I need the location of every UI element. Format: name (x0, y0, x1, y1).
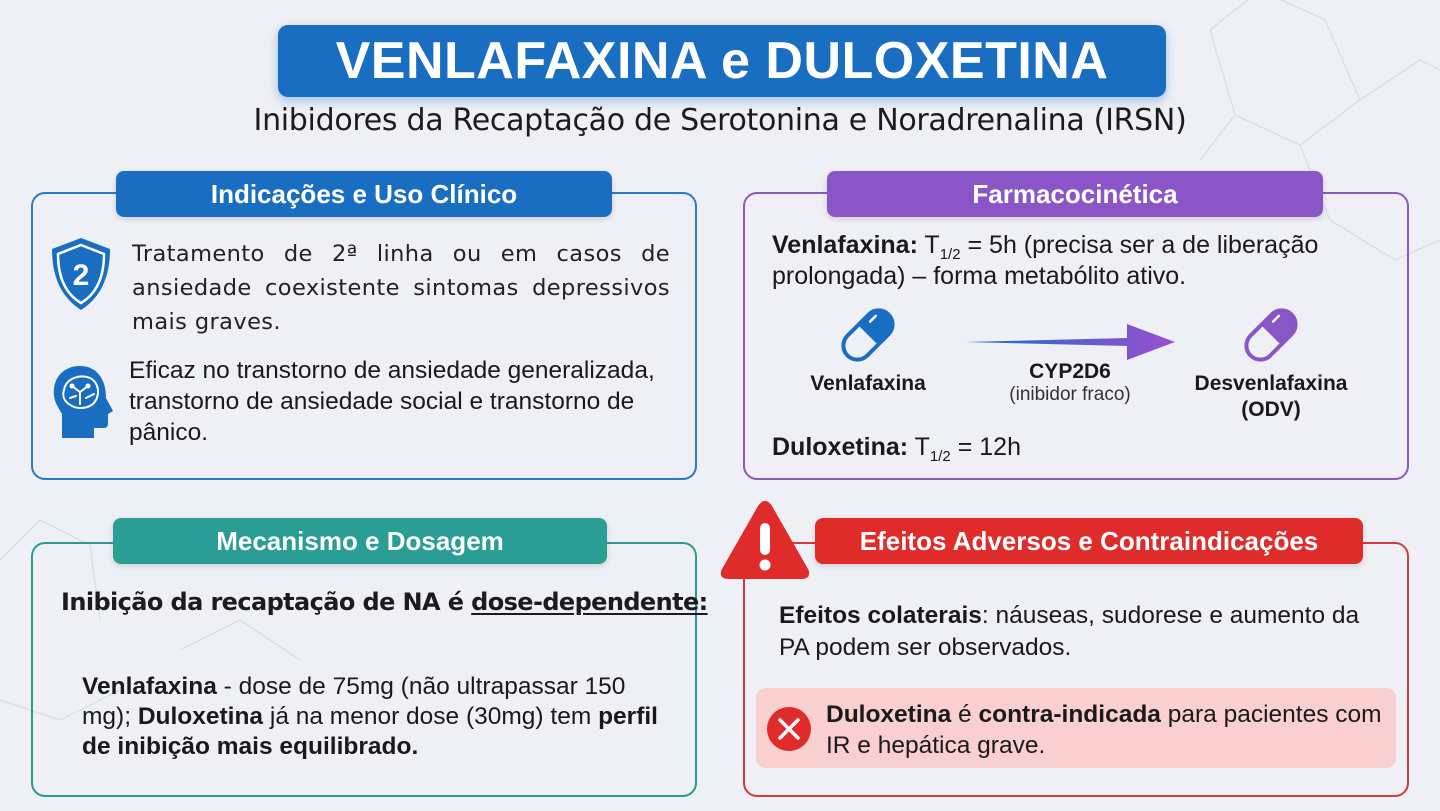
capsule-blue-icon (835, 303, 901, 372)
venlafaxina-note: prolongada) – forma metabólito ativo. (772, 262, 1187, 290)
capsule-purple-icon (1238, 303, 1304, 372)
panel-indicacoes-header (116, 171, 612, 217)
indication-item-1: Tratamento de 2ª linha ou em casos de ansiedade coexistente sintomas depressivos mais graves. (132, 241, 670, 335)
panel-indicacoes-title: Indicações e Uso Clínico (210, 178, 518, 209)
venlafaxina-bold: Venlafaxina (82, 673, 217, 700)
t-subscript: 1/2 (929, 448, 951, 465)
flow-to-abbr: (ODV) (1241, 398, 1301, 421)
contra-text-2: para pacientes com IR e hepática grave. (826, 701, 1382, 759)
duloxetina-halflife (772, 432, 1021, 472)
venlafaxina-label: Venlafaxina: (772, 231, 918, 259)
page-title: VENLAFAXINA e DULOXETINA (335, 32, 1109, 90)
mecanismo-heading-text: Inibição da recaptação de NA é (61, 588, 472, 616)
duloxetina-bold: Duloxetina (826, 701, 952, 728)
contra-text-1: é (951, 701, 979, 728)
duloxetina-halflife-text: = 12h (950, 433, 1021, 461)
t-subscript: 1/2 (939, 246, 961, 263)
indication-item-2: Eficaz no transtorno de ansiedade generalizada, transtorno de ansiedade social e transtorno de pânico. (129, 357, 655, 446)
flow-enzyme-note: (inibidor fraco) (1009, 384, 1131, 405)
panel-mecanismo-header (113, 518, 607, 564)
head-brain-icon (50, 364, 114, 445)
side-effects-text (779, 600, 1389, 664)
mecanismo-body (82, 672, 662, 762)
panel-efeitos-header (815, 518, 1363, 564)
svg-text:2: 2 (72, 259, 90, 292)
t-symbol: T (914, 433, 930, 461)
duloxetina-bold: Duloxetina (137, 703, 264, 730)
t-symbol: T (924, 231, 940, 259)
page-subtitle: Inibidores da Recaptação de Serotonina e Noradrenalina (IRSN) (253, 103, 1187, 138)
panel-mecanismo-title: Mecanismo e Dosagem (216, 525, 504, 556)
dose-dependente-underlined: dose-dependente: (471, 588, 708, 616)
x-circle-icon (766, 706, 812, 757)
title-banner (278, 25, 1166, 97)
mecanismo-text-2: já na menor dose (30mg) tem (263, 703, 599, 730)
perfil-bold: perfil de inibição mais equilibrado. (82, 703, 658, 760)
panel-efeitos-title: Efeitos Adversos e Contraindicações (859, 525, 1319, 556)
contra-indicada-bold: contra-indicada (978, 701, 1161, 728)
duloxetina-label: Duloxetina: (772, 433, 909, 461)
shield-number-2-icon (48, 236, 114, 317)
panel-farmacocinetica-header (827, 171, 1323, 217)
side-effects-desc: : náuseas, sudorese e aumento da PA podem ser observados. (779, 602, 1360, 661)
flow-enzyme-label: CYP2D6 (1029, 360, 1111, 383)
side-effects-label: Efeitos colaterais (779, 602, 982, 629)
warning-triangle-icon (718, 497, 812, 586)
mecanismo-heading (61, 588, 708, 616)
panel-farmacocinetica-title: Farmacocinética (972, 178, 1178, 209)
venlafaxina-halflife-text: = 5h (precisa ser a de liberação (960, 231, 1319, 259)
flow-from-label: Venlafaxina (810, 372, 926, 395)
contraindication-text (826, 699, 1396, 761)
flow-to-label: Desvenlafaxina (1194, 372, 1348, 395)
mecanismo-text-1: - dose de 75mg (não ultrapassar 150 mg); (82, 673, 626, 730)
